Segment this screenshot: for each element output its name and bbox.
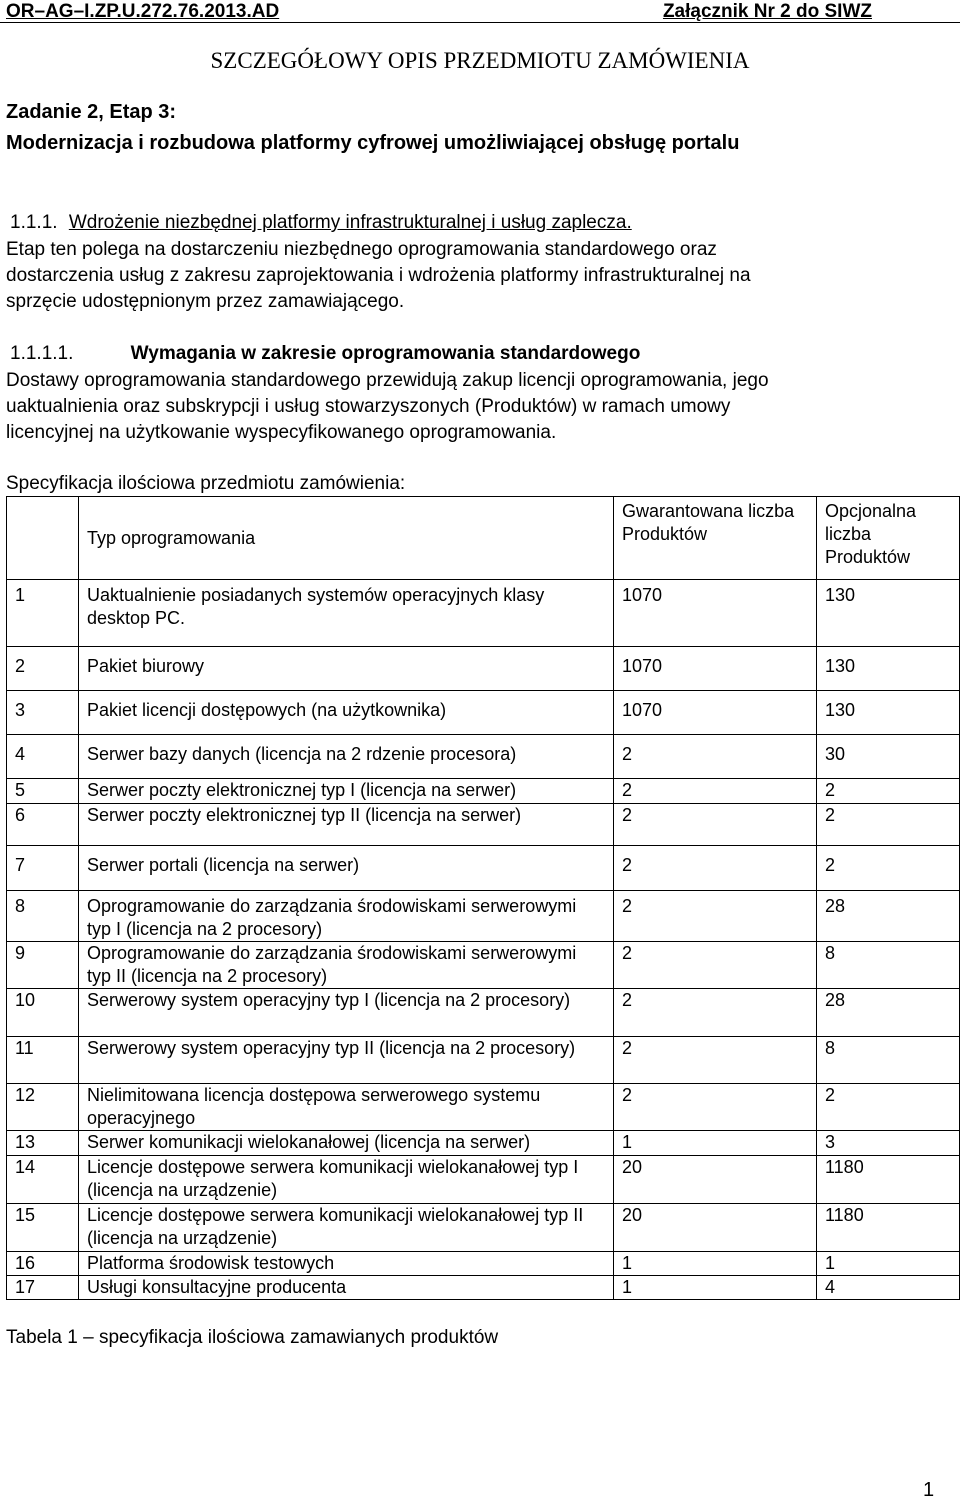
header-optional: Opcjonalna liczba Produktów	[817, 497, 960, 580]
cell-guaranteed: 1	[614, 1131, 817, 1156]
paragraph-line: sprzęcie udostępnionym przez zamawiającego.	[6, 291, 405, 312]
section-number: 1.1.1.	[10, 212, 58, 233]
cell-no: 4	[7, 735, 79, 779]
cell-no: 13	[7, 1131, 79, 1156]
header-guaranteed: Gwarantowana liczba Produktów	[614, 497, 817, 580]
cell-type: Nielimitowana licencja dostępowa serwerowego systemu operacyjnego	[79, 1084, 614, 1131]
spec-table	[6, 496, 960, 1300]
cell-type: Serwerowy system operacyjny typ I (licencja na 2 procesory)	[79, 989, 614, 1037]
cell-no: 16	[7, 1252, 79, 1276]
section-heading-2	[10, 341, 640, 367]
spec-label: Specyfikacja ilościowa przedmiotu zamówienia:	[6, 473, 406, 494]
page-number: 1	[923, 1479, 935, 1501]
cell-optional: 1180	[817, 1156, 960, 1204]
cell-type: Platforma środowisk testowych	[79, 1252, 614, 1276]
section-heading-1	[10, 210, 632, 236]
table-row	[7, 846, 960, 891]
table-row	[7, 580, 960, 647]
cell-type: Serwerowy system operacyjny typ II (licencja na 2 procesory)	[79, 1037, 614, 1084]
header-type: Typ oprogramowania	[79, 497, 614, 580]
cell-optional: 130	[817, 691, 960, 735]
cell-type: Serwer komunikacji wielokanałowej (licencja na serwer)	[79, 1131, 614, 1156]
document-id: OR–AG–I.ZP.U.272.76.2013.AD	[6, 1, 280, 22]
cell-type: Pakiet licencji dostępowych (na użytkownika)	[79, 691, 614, 735]
table-header-row	[7, 497, 960, 580]
cell-type: Licencje dostępowe serwera komunikacji wielokanałowej typ I (licencja na urządzenie)	[79, 1156, 614, 1204]
table-row	[7, 735, 960, 779]
cell-no: 17	[7, 1276, 79, 1300]
cell-guaranteed: 1	[614, 1276, 817, 1300]
section-title: Wdrożenie niezbędnej platformy infrastrukturalnej i usług zaplecza.	[68, 212, 632, 233]
table-row	[7, 804, 960, 846]
cell-type: Uaktualnienie posiadanych systemów operacyjnych klasy desktop PC.	[79, 580, 614, 647]
cell-optional: 4	[817, 1276, 960, 1300]
cell-guaranteed: 2	[614, 989, 817, 1037]
cell-no: 10	[7, 989, 79, 1037]
cell-guaranteed: 1070	[614, 647, 817, 691]
cell-optional: 130	[817, 647, 960, 691]
page-title: SZCZEGÓŁOWY OPIS PRZEDMIOTU ZAMÓWIENIA	[210, 48, 750, 73]
table-row	[7, 1252, 960, 1276]
table-row	[7, 989, 960, 1037]
table-row	[7, 942, 960, 989]
table-row	[7, 647, 960, 691]
cell-type: Serwer portali (licencja na serwer)	[79, 846, 614, 891]
cell-optional: 1180	[817, 1204, 960, 1252]
cell-guaranteed: 2	[614, 735, 817, 779]
cell-type: Serwer poczty elektronicznej typ I (licencja na serwer)	[79, 779, 614, 804]
cell-no: 11	[7, 1037, 79, 1084]
cell-guaranteed: 1	[614, 1252, 817, 1276]
paragraph-line: licencyjnej na użytkowanie wyspecyfikowanego oprogramowania.	[6, 422, 557, 443]
table-row	[7, 891, 960, 942]
cell-type: Oprogramowanie do zarządzania środowiskami serwerowymi typ II (licencja na 2 procesory)	[79, 942, 614, 989]
cell-no: 9	[7, 942, 79, 989]
task-label: Zadanie 2, Etap 3:	[6, 101, 177, 123]
section-number: 1.1.1.1.	[10, 343, 74, 364]
table-row	[7, 691, 960, 735]
cell-no: 15	[7, 1204, 79, 1252]
paragraph-line: Etap ten polega na dostarczeniu niezbędnego oprogramowania standardowego oraz	[6, 239, 717, 260]
cell-optional: 3	[817, 1131, 960, 1156]
section-title: Wymagania w zakresie oprogramowania standardowego	[130, 343, 641, 364]
cell-guaranteed: 1070	[614, 691, 817, 735]
cell-optional: 2	[817, 1084, 960, 1131]
cell-no: 12	[7, 1084, 79, 1131]
cell-type: Pakiet biurowy	[79, 647, 614, 691]
cell-no: 3	[7, 691, 79, 735]
table-row	[7, 1276, 960, 1300]
paragraph-line: Dostawy oprogramowania standardowego przewidują zakup licencji oprogramowania, jego	[6, 370, 769, 391]
cell-optional: 2	[817, 846, 960, 891]
task-title: Modernizacja i rozbudowa platformy cyfrowej umożliwiającej obsługę portalu	[6, 132, 740, 154]
table-caption: Tabela 1 – specyfikacja ilościowa zamawianych produktów	[6, 1327, 499, 1348]
cell-type: Serwer bazy danych (licencja na 2 rdzenie procesora)	[79, 735, 614, 779]
cell-guaranteed: 2	[614, 1037, 817, 1084]
cell-optional: 8	[817, 1037, 960, 1084]
attachment-label: Załącznik Nr 2 do SIWZ	[662, 1, 872, 22]
table-row	[7, 779, 960, 804]
cell-optional: 1	[817, 1252, 960, 1276]
cell-no: 2	[7, 647, 79, 691]
cell-type: Oprogramowanie do zarządzania środowiskami serwerowymi typ I (licencja na 2 procesory)	[79, 891, 614, 942]
table-row	[7, 1131, 960, 1156]
cell-optional: 130	[817, 580, 960, 647]
cell-guaranteed: 20	[614, 1204, 817, 1252]
cell-no: 5	[7, 779, 79, 804]
cell-guaranteed: 2	[614, 846, 817, 891]
header-no	[7, 497, 79, 580]
cell-optional: 30	[817, 735, 960, 779]
cell-optional: 2	[817, 779, 960, 804]
cell-optional: 28	[817, 989, 960, 1037]
paragraph-line: uaktualnienia oraz subskrypcji i usług stowarzyszonych (Produktów) w ramach umowy	[6, 396, 731, 417]
cell-no: 6	[7, 804, 79, 846]
cell-guaranteed: 20	[614, 1156, 817, 1204]
cell-no: 14	[7, 1156, 79, 1204]
header-rule	[0, 22, 960, 23]
cell-optional: 2	[817, 804, 960, 846]
cell-no: 7	[7, 846, 79, 891]
cell-no: 1	[7, 580, 79, 647]
cell-guaranteed: 2	[614, 891, 817, 942]
cell-type: Usługi konsultacyjne producenta	[79, 1276, 614, 1300]
cell-no: 8	[7, 891, 79, 942]
table-row	[7, 1084, 960, 1131]
cell-guaranteed: 2	[614, 942, 817, 989]
table-row	[7, 1204, 960, 1252]
table-row	[7, 1156, 960, 1204]
table-row	[7, 1037, 960, 1084]
cell-guaranteed: 2	[614, 1084, 817, 1131]
paragraph-line: dostarczenia usług z zakresu zaprojektowania i wdrożenia platformy infrastrukturalnej na	[6, 265, 751, 286]
cell-guaranteed: 2	[614, 804, 817, 846]
cell-type: Licencje dostępowe serwera komunikacji wielokanałowej typ II (licencja na urządzenie)	[79, 1204, 614, 1252]
cell-type: Serwer poczty elektronicznej typ II (licencja na serwer)	[79, 804, 614, 846]
cell-guaranteed: 2	[614, 779, 817, 804]
cell-guaranteed: 1070	[614, 580, 817, 647]
cell-optional: 28	[817, 891, 960, 942]
cell-optional: 8	[817, 942, 960, 989]
